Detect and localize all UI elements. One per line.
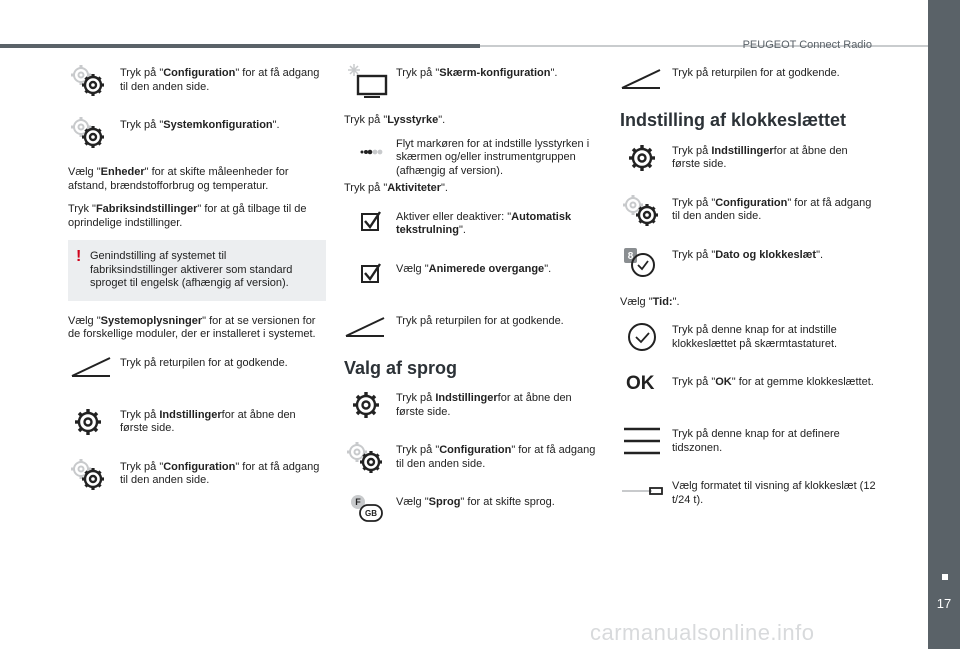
- step-return: [344, 310, 598, 348]
- step-text: Tryk på returpilen for at godkende.: [120, 356, 288, 369]
- step-skaerm-konfiguration: [344, 62, 598, 100]
- settings-gear-icon: [620, 140, 672, 176]
- header-title: PEUGEOT Connect Radio: [742, 39, 872, 51]
- note-text: Genindstilling af systemet til fabriksindstillinger aktiverer som standard sproget til engelsk (afhængig af version).: [90, 250, 293, 289]
- paragraph-enheder: Vælg "Enheder" for at skifte måleenheder for afstand, brændstofforbrug og temperatur.: [68, 166, 289, 192]
- back-arrow-icon: [68, 352, 120, 388]
- settings-gear-icon: [68, 404, 120, 440]
- ok-icon: [620, 371, 672, 407]
- clock-badge-number: 8: [627, 250, 634, 262]
- section-heading-klokkeslaet: Indstilling af klokkeslættet: [620, 110, 847, 130]
- step-return: [68, 352, 326, 390]
- step-configuration: [68, 62, 326, 100]
- flag-letters-gb: GB: [365, 509, 377, 518]
- brightness-slider-icon: [344, 138, 396, 174]
- configuration-icon: [68, 62, 120, 98]
- step-configuration: [344, 439, 598, 477]
- step-dato-og-klokkeslaet: [620, 244, 878, 282]
- step-indstillinger: [68, 404, 326, 442]
- settings-gear-icon: [344, 387, 396, 423]
- warning-icon: !: [76, 248, 82, 265]
- column-3: [620, 62, 878, 527]
- step-text: Vælg "Sprog" for at skifte sprog.: [396, 496, 555, 508]
- warning-note: [68, 240, 326, 301]
- clock-icon: [620, 244, 672, 280]
- header-bar: [0, 44, 480, 48]
- step-text: Vælg formatet til visning af klokkeslæt (12 t/24 t).: [672, 480, 876, 506]
- configuration-icon: [620, 192, 672, 228]
- step-text: Tryk på "Configuration" for at få adgang til den anden side.: [120, 67, 320, 93]
- step-timezone: [620, 423, 878, 461]
- step-format: [620, 475, 878, 513]
- step-indstillinger: [620, 140, 878, 178]
- step-text: Tryk på "Systemkonfiguration".: [120, 119, 280, 131]
- ok-label: OK: [626, 373, 655, 394]
- step-text: Vælg "Animerede overgange".: [396, 262, 552, 275]
- step-text: Tryk på "OK" for at gemme klokkeslættet.: [672, 376, 874, 388]
- column-1: [68, 62, 326, 508]
- step-text: Aktiver eller deaktiver: "Automatisk tekstrulning".: [396, 210, 572, 236]
- checkbox-icon: [344, 258, 396, 294]
- step-text: Tryk på Indstillingerfor at åbne den første side.: [120, 408, 296, 434]
- menu-lines-icon: [620, 423, 672, 459]
- step-set-time: [620, 319, 878, 357]
- paragraph-fabriksindstillinger: Tryk "Fabriksindstillinger" for at gå tilbage til de oprindelige indstillinger.: [68, 203, 307, 229]
- step-text: Tryk på returpilen for at godkende.: [396, 314, 564, 327]
- step-text: Tryk på Indstillingerfor at åbne den første side.: [672, 144, 848, 170]
- continue-marker: [942, 574, 948, 580]
- step-text: Tryk på denne knap for at definere tidszonen.: [672, 428, 840, 454]
- step-text: Tryk på "Configuration" for at få adgang til den anden side.: [672, 196, 872, 222]
- step-animerede-overgange: [344, 258, 598, 296]
- page-sidebar: [928, 0, 960, 649]
- step-indstillinger: [344, 387, 598, 425]
- screen-config-icon: [344, 62, 396, 98]
- clock-check-icon: [620, 319, 672, 355]
- step-text: Tryk på Indstillingerfor at åbne den første side.: [396, 392, 572, 418]
- step-text: Tryk på returpilen for at godkende.: [672, 67, 840, 79]
- back-arrow-icon: [620, 62, 672, 98]
- step-configuration: [620, 192, 878, 230]
- configuration-icon: [68, 456, 120, 492]
- step-text: Tryk på denne knap for at indstille klokkeslættet på skærmtastaturet.: [672, 324, 838, 350]
- paragraph-systemoplysninger: Vælg "Systemoplysninger" for at se versionen for de forskellige moduler, der er installeret i systemet.: [68, 314, 316, 340]
- paragraph-tid: Vælg "Tid:".: [620, 295, 680, 308]
- configuration-icon: [68, 114, 120, 150]
- step-ok: [620, 371, 878, 409]
- language-flag-icon: [344, 491, 396, 527]
- checkbox-icon: [344, 206, 396, 242]
- step-configuration-2: [68, 456, 326, 494]
- step-text: Tryk på "Skærm-konfiguration".: [396, 67, 558, 79]
- configuration-icon: [344, 439, 396, 475]
- step-systemkonfiguration: [68, 114, 326, 152]
- watermark-text: carmanualsonline.info: [590, 620, 815, 645]
- step-text: Tryk på "Configuration" for at få adgang til den anden side.: [396, 444, 596, 470]
- step-automatisk-tekstrulning: [344, 206, 598, 244]
- toggle-slider-icon: [620, 475, 672, 511]
- step-sprog: [344, 491, 598, 529]
- column-2: [344, 62, 598, 543]
- step-text: Flyt markøren for at indstille lysstyrken i skærmen og/eller instrumentgruppen (afhængig af version).: [396, 137, 590, 177]
- step-brightness-slider: [344, 138, 598, 179]
- page-number: 17: [936, 596, 952, 611]
- flag-letter-f: F: [355, 497, 361, 507]
- step-text: Tryk på "Configuration" for at få adgang til den anden side.: [120, 460, 320, 486]
- paragraph-lysstyrke: Tryk på "Lysstyrke".: [344, 114, 446, 126]
- section-heading-sprog: Valg af sprog: [344, 357, 458, 378]
- step-text: Tryk på "Dato og klokkeslæt".: [672, 248, 824, 261]
- step-return: [620, 62, 878, 100]
- paragraph-aktiviteter: Tryk på "Aktiviteter".: [344, 182, 448, 194]
- back-arrow-icon: [344, 310, 396, 346]
